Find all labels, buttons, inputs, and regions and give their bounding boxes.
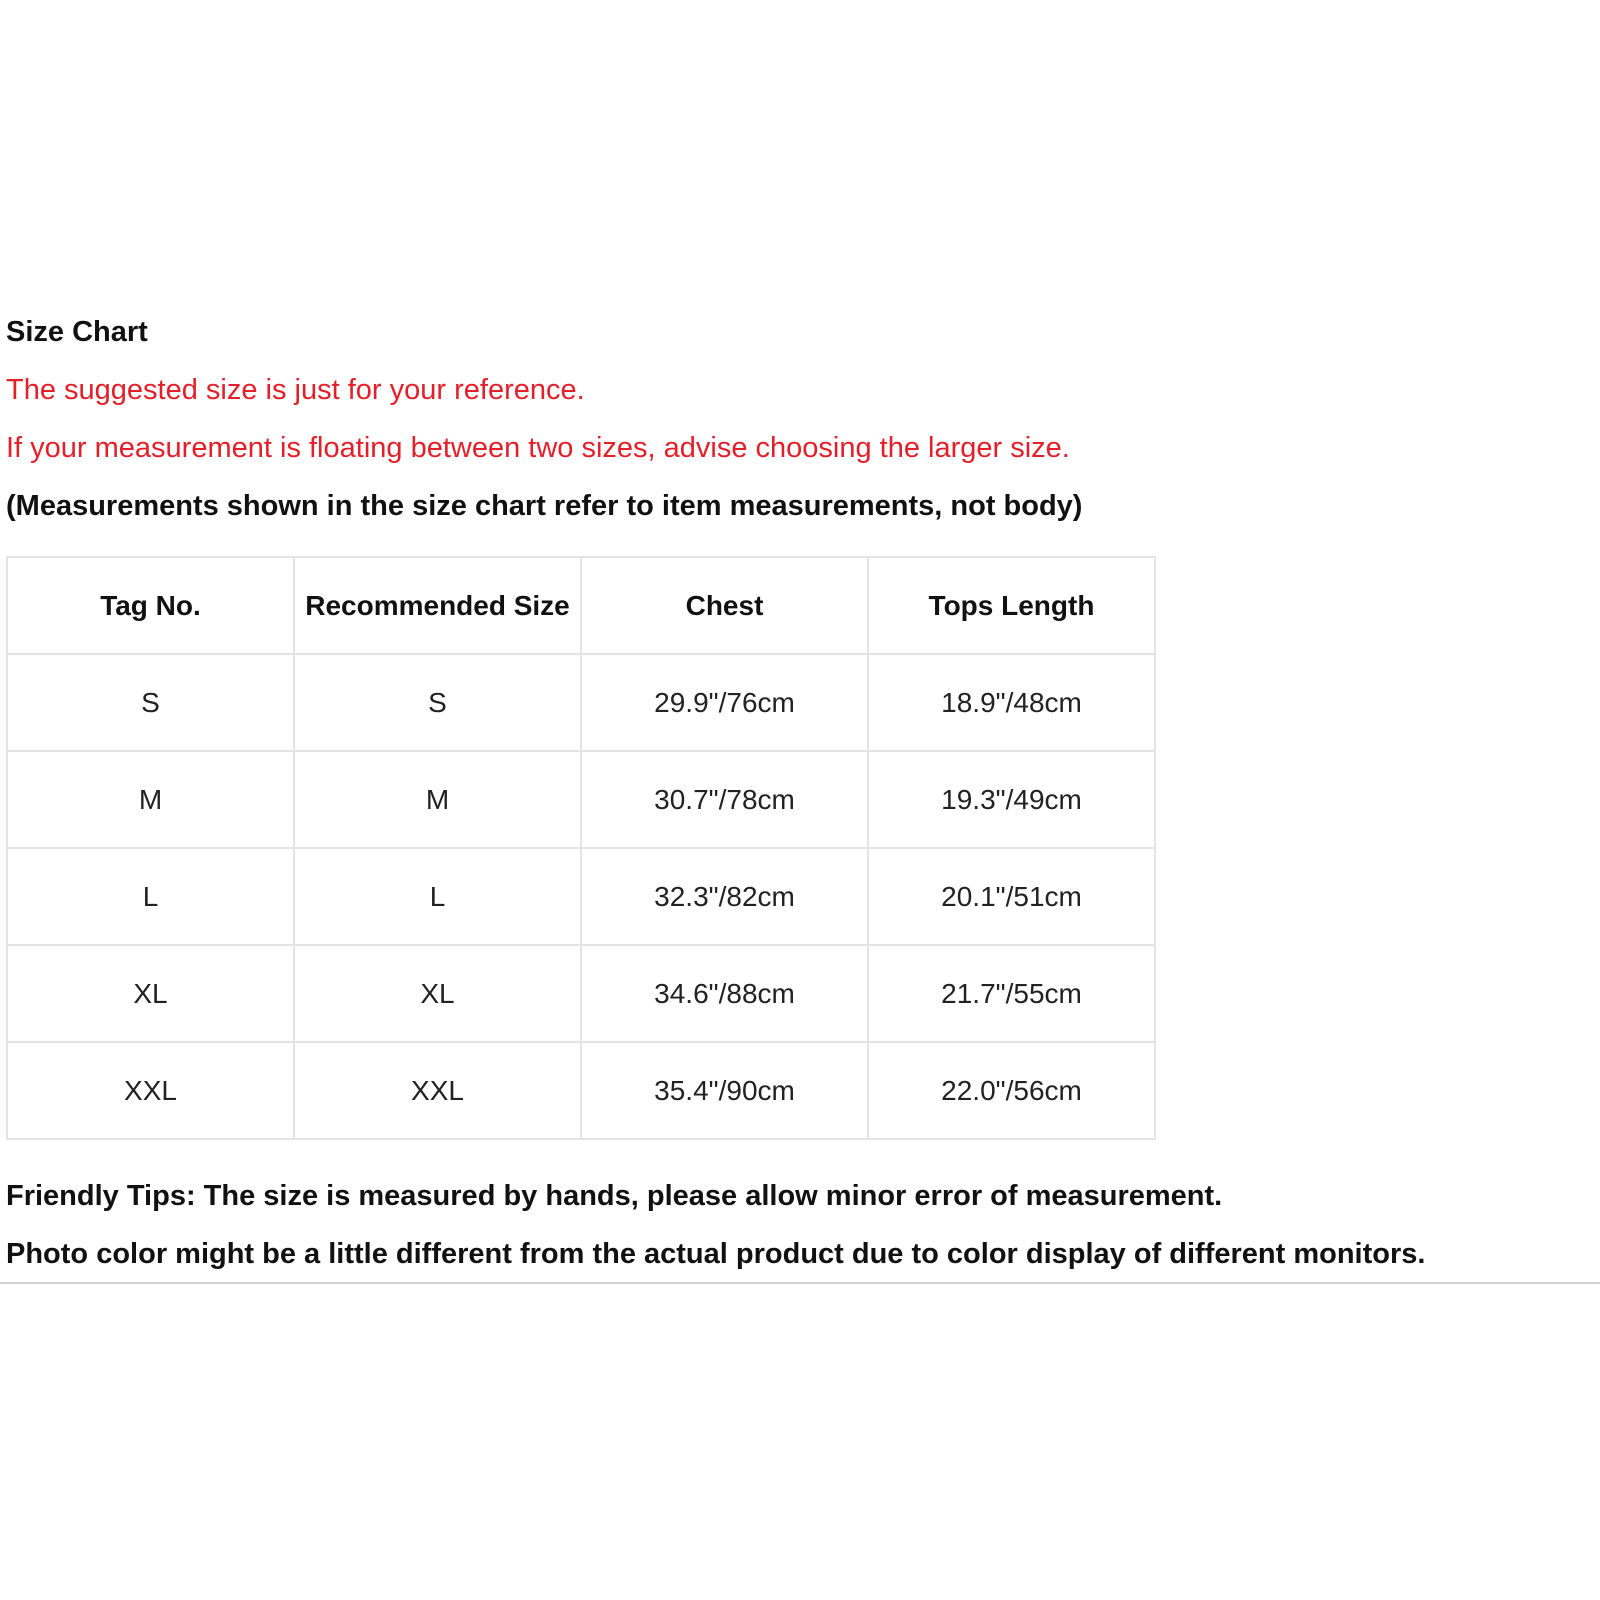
table-row (7, 848, 1155, 945)
cell-chest: 32.3"/82cm (581, 848, 868, 945)
cell-chest: 30.7"/78cm (581, 751, 868, 848)
friendly-tips: Friendly Tips: The size is measured by hands, please allow minor error of measurement. (6, 1180, 1223, 1212)
reference-note: The suggested size is just for your reference. (6, 374, 585, 406)
header-recommended-size: Recommended Size (294, 557, 581, 654)
table-row (7, 654, 1155, 751)
size-table (6, 556, 1156, 1140)
cell-tops-length: 20.1"/51cm (868, 848, 1155, 945)
page-title: Size Chart (6, 316, 148, 348)
larger-size-advice: If your measurement is floating between two sizes, advise choosing the larger size. (6, 432, 1070, 464)
cell-recommended-size: M (294, 751, 581, 848)
cell-chest: 29.9"/76cm (581, 654, 868, 751)
photo-color-note: Photo color might be a little different from the actual product due to color display of different monitors. (6, 1238, 1426, 1270)
cell-recommended-size: XXL (294, 1042, 581, 1139)
cell-recommended-size: L (294, 848, 581, 945)
table-row (7, 751, 1155, 848)
cell-tops-length: 21.7"/55cm (868, 945, 1155, 1042)
cell-tops-length: 19.3"/49cm (868, 751, 1155, 848)
bottom-divider (0, 1282, 1600, 1284)
cell-tag-no: L (7, 848, 294, 945)
cell-recommended-size: S (294, 654, 581, 751)
cell-tag-no: M (7, 751, 294, 848)
header-chest: Chest (581, 557, 868, 654)
header-tag-no: Tag No. (7, 557, 294, 654)
cell-tag-no: XL (7, 945, 294, 1042)
header-tops-length: Tops Length (868, 557, 1155, 654)
cell-recommended-size: XL (294, 945, 581, 1042)
cell-tops-length: 18.9"/48cm (868, 654, 1155, 751)
cell-tag-no: S (7, 654, 294, 751)
measurement-note: (Measurements shown in the size chart refer to item measurements, not body) (6, 490, 1083, 522)
cell-chest: 35.4"/90cm (581, 1042, 868, 1139)
table-row (7, 945, 1155, 1042)
cell-tag-no: XXL (7, 1042, 294, 1139)
cell-tops-length: 22.0"/56cm (868, 1042, 1155, 1139)
table-header-row (7, 557, 1155, 654)
cell-chest: 34.6"/88cm (581, 945, 868, 1042)
table-row (7, 1042, 1155, 1139)
